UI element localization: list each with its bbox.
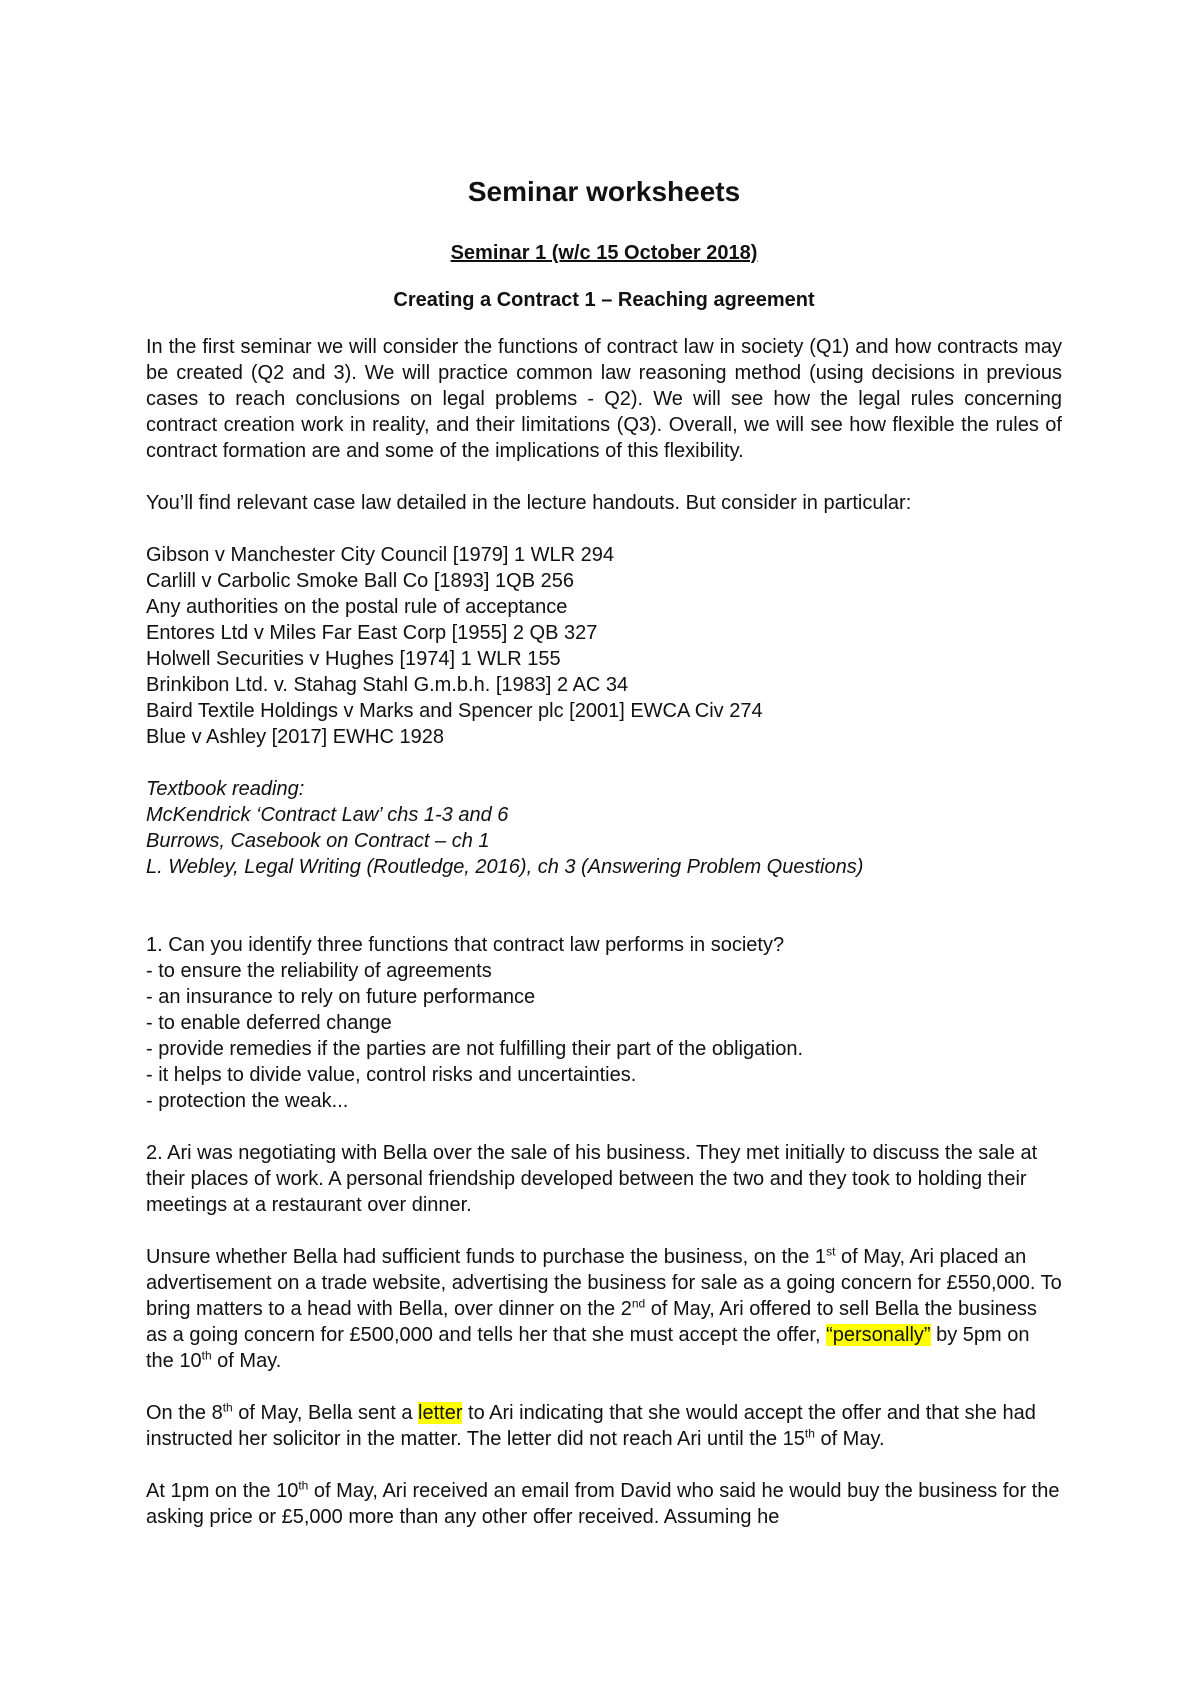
list-item: Gibson v Manchester City Council [1979] 1 WLR 294: [146, 544, 614, 566]
list-item: Burrows, Casebook on Contract – ch 1: [146, 830, 490, 852]
list-item: - it helps to divide value, control risks and uncertainties.: [146, 1064, 637, 1086]
text-run: of May, Bella sent a: [232, 1402, 419, 1424]
case-law-intro: You’ll find relevant case law detailed in the lecture handouts. But consider in particular:: [146, 492, 912, 514]
question-1-text: 1. Can you identify three functions that contract law performs in society?: [146, 934, 785, 956]
list-item: Brinkibon Ltd. v. Stahag Stahl G.m.b.h. [1983] 2 AC 34: [146, 674, 629, 696]
document-title: Seminar worksheets: [467, 176, 741, 207]
list-item: McKendrick ‘Contract Law’ chs 1-3 and 6: [146, 804, 509, 826]
reading-heading: Textbook reading:: [146, 778, 305, 800]
ordinal-suffix: th: [201, 1348, 212, 1363]
question-2-paragraph-1: 2. Ari was negotiating with Bella over the sale of his business. They met initially to discuss the sale at their places of work. A personal friendship developed between the two and they took to holding their meetings at a restaurant over dinner.: [146, 1142, 1038, 1216]
list-item: - to enable deferred change: [146, 1012, 392, 1034]
list-item: - to ensure the reliability of agreements: [146, 960, 492, 982]
list-item: L. Webley, Legal Writing (Routledge, 2016), ch 3 (Answering Problem Questions): [146, 856, 864, 878]
ordinal-suffix: th: [222, 1400, 233, 1415]
question-1: [146, 932, 1062, 1114]
ordinal-suffix: th: [298, 1478, 309, 1493]
text-run: On the 8: [146, 1402, 223, 1424]
list-item: Any authorities on the postal rule of acceptance: [146, 596, 568, 618]
ordinal-suffix: st: [826, 1244, 836, 1259]
text-run: At 1pm on the 10: [146, 1480, 299, 1502]
text-run: of May, Ari offered to sell Bella the business as a going concern for £500,000 and tells her that she must accept the offer,: [146, 1298, 1037, 1346]
list-item: - protection the weak...: [146, 1090, 349, 1112]
list-item: Blue v Ashley [2017] EWHC 1928: [146, 726, 444, 748]
section-title: Creating a Contract 1 – Reaching agreement: [393, 289, 815, 311]
list-item: - an insurance to rely on future performance: [146, 986, 536, 1008]
ordinal-suffix: nd: [631, 1296, 646, 1311]
list-item: Baird Textile Holdings v Marks and Spencer plc [2001] EWCA Civ 274: [146, 700, 763, 722]
ordinal-suffix: th: [804, 1426, 815, 1441]
highlighted-text: “personally”: [826, 1324, 931, 1346]
text-run: by 5pm on the 10: [146, 1324, 1030, 1372]
text-run: of May.: [814, 1428, 885, 1450]
case-list: [146, 542, 1062, 750]
reading-list: [146, 776, 1062, 880]
list-item: - provide remedies if the parties are not fulfilling their part of the obligation.: [146, 1038, 804, 1060]
intro-paragraph: In the first seminar we will consider the functions of contract law in society (Q1) and how contracts may be created (Q2 and 3). We will practice common law reasoning method (using decisions in previous cases to reach conclusions on legal problems - Q2). We will see how the legal rules concerning contract creation work in reality, and their limitations (Q3). Overall, we will see how flexible the rules of contract formation are and some of the implications of this flexibility.: [146, 336, 1062, 462]
text-run: of May, Ari placed an advertisement on a trade website, advertising the business for sale as a going concern for £550,000. To bring matters to a head with Bella, over dinner on the 2: [146, 1246, 1062, 1320]
document-content: [146, 174, 1062, 1530]
question-2-paragraph-2: [146, 1244, 1062, 1374]
text-run: to Ari indicating that she would accept the offer and that she had instructed her solicitor in the matter. The letter did not reach Ari until the 15: [146, 1402, 1036, 1450]
list-item: Entores Ltd v Miles Far East Corp [1955] 2 QB 327: [146, 622, 598, 644]
question-2-paragraph-4: [146, 1478, 1062, 1530]
question-2-paragraph-3: [146, 1400, 1062, 1452]
text-run: of May.: [211, 1350, 282, 1372]
list-item: Holwell Securities v Hughes [1974] 1 WLR 155: [146, 648, 561, 670]
seminar-subtitle: Seminar 1 (w/c 15 October 2018): [450, 242, 758, 264]
list-item: Carlill v Carbolic Smoke Ball Co [1893] 1QB 256: [146, 570, 574, 592]
text-run: Unsure whether Bella had sufficient funds to purchase the business, on the 1: [146, 1246, 827, 1268]
text-run: of May, Ari received an email from David who said he would buy the business for the asking price or £5,000 more than any other offer received. Assuming he: [146, 1480, 1060, 1528]
highlighted-text: letter: [418, 1402, 463, 1424]
